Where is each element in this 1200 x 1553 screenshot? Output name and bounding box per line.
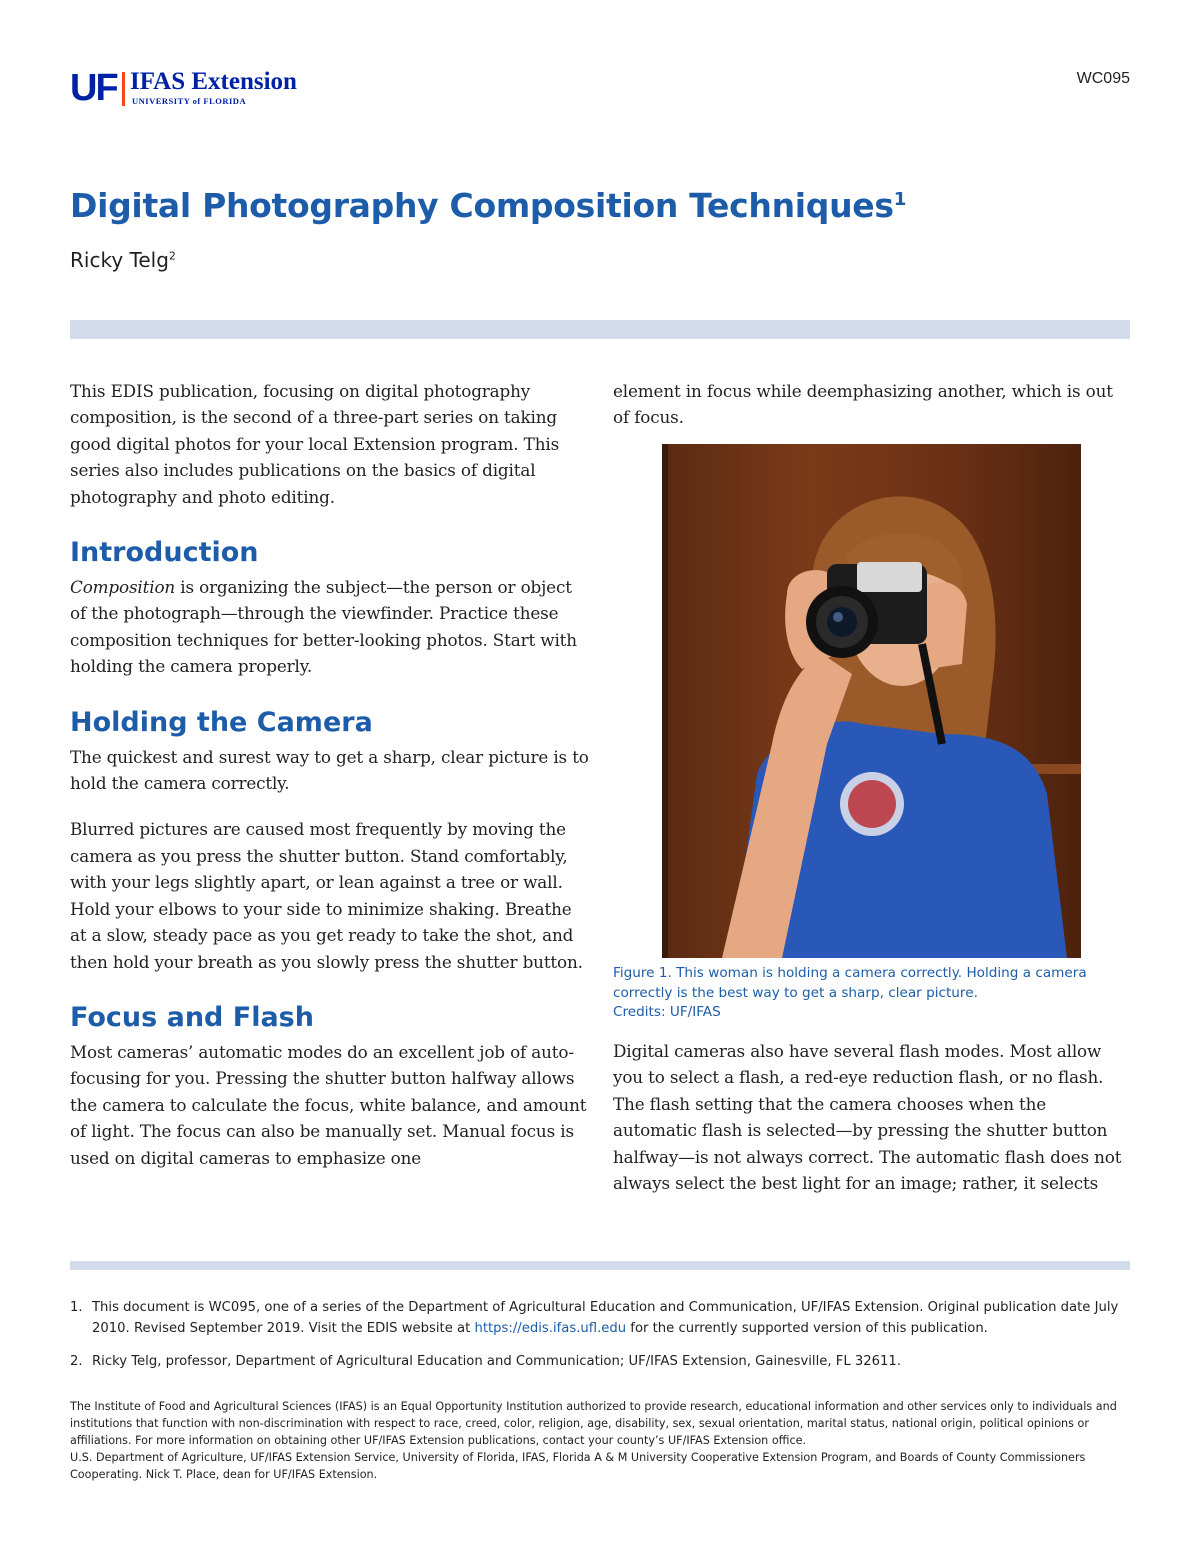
logo-university-text: UNIVERSITY of FLORIDA	[132, 96, 247, 106]
focus-paragraph-continued: element in focus while deemphasizing another, which is out of focus.	[613, 381, 1113, 428]
introduction-paragraph: Composition is organizing the subject—the person or object of the photograph—through the viewfinder. Practice these composition techniques for better-looking photos. Start with holding the camera properly.	[70, 577, 577, 677]
right-column	[613, 378, 1133, 451]
document-id: WC095	[1076, 70, 1130, 87]
disclaimer-paragraph-2: U.S. Department of Agriculture, UF/IFAS Extension Service, University of Florida, IFAS, Florida A & M University Cooperative Extension Program, and Boards of County Commissioners Cooperating. Nick T. Place, dean for UF/IFAS Extension.	[70, 1451, 1086, 1481]
page-title: Digital Photography Composition Techniques$^1$	[70, 186, 907, 225]
logo-ifas-text: IFAS Extension	[130, 68, 297, 95]
uf-logo-mark: UF	[70, 67, 117, 109]
heading-holding-camera: Holding the Camera	[70, 706, 373, 738]
title-footnote-ref[interactable]: 1	[893, 189, 907, 210]
footnote-text: This document is WC095, one of a series of the Department of Agricultural Education and Communication, UF/IFAS Extension. Original publication date July 2010. Revised September 2019. Visit the EDIS website at https://edis.ifas.ufl.edu for the currently supported version of this publication.	[92, 1300, 1119, 1336]
woman-holding-camera-image	[662, 444, 1081, 958]
holding-paragraph-1: The quickest and surest way to get a sharp, clear picture is to hold the camera correctly.	[70, 746, 589, 794]
focus-paragraph-2: Digital cameras also have several flash modes. Most allow you to select a flash, a red-eye reduction flash, or no flash. The flash setting that the camera chooses when the automatic flash is selected—by pressing the shutter button halfway—is not always correct. The automatic flash does not always select the best light for an image; rather, it selects	[613, 1041, 1122, 1194]
footnotes	[70, 1297, 1130, 1384]
footnote-1	[70, 1297, 1130, 1339]
author-name: Ricky Telg$^2$	[70, 248, 176, 272]
figure-1-caption	[613, 964, 1133, 1023]
holding-paragraph-2: Blurred pictures are caused most frequently by moving the camera as you press the shutter button. Stand comfortably, with your legs slightly apart, or lean against a tree or wall. Hold your elbows to your side to minimize shaking. Breathe at a slow, steady pace as you get ready to take the shot, and then hold your breath as you slowly press the shutter button.	[70, 819, 583, 972]
footnote-rule	[70, 1261, 1130, 1270]
heading-focus-flash: Focus and Flash	[70, 1001, 314, 1033]
footnote-number: 2.	[70, 1354, 83, 1369]
edis-website-link[interactable]: https://edis.ifas.ufl.edu	[474, 1321, 627, 1336]
figure-1-photo	[662, 444, 1081, 958]
footnote-number: 1.	[70, 1300, 83, 1315]
left-column	[70, 378, 590, 1191]
caption-text: Figure 1. This woman is holding a camera correctly. Holding a camera correctly is the best way to get a sharp, clear picture.	[613, 965, 1087, 1001]
header-rule	[70, 320, 1130, 339]
footnote-2	[70, 1351, 1130, 1372]
focus-paragraph-1: Most cameras’ automatic modes do an excellent job of auto-focusing for you. Pressing the shutter button halfway allows the camera to calculate the focus, white balance, and amount of light. The focus can also be manually set. Manual focus is used on digital cameras to emphasize one	[70, 1041, 587, 1168]
logo-divider	[122, 72, 125, 106]
disclaimer-paragraph-1: The Institute of Food and Agricultural Sciences (IFAS) is an Equal Opportunity Institution authorized to provide research, educational information and other services only to individuals and institutions that function with non-discrimination with respect to race, creed, color, religion, age, disability, sex, sexual orientation, marital status, national origin, political opinions or affiliations. For more information on obtaining other UF/IFAS Extension publications, contact your county’s UF/IFAS Extension office.	[70, 1400, 1117, 1447]
intro-paragraph: This EDIS publication, focusing on digital photography composition, is the second of a three-part series on taking good digital photos for your local Extension program. This series also includes publications on the basics of digital photography and photo editing.	[70, 381, 560, 507]
ifas-extension-logo[interactable]	[70, 68, 330, 112]
equal-opportunity-disclaimer	[70, 1398, 1130, 1483]
author-footnote-ref[interactable]: 2	[168, 249, 176, 263]
heading-introduction: Introduction	[70, 537, 259, 569]
caption-credits: Credits: UF/IFAS	[613, 1004, 721, 1020]
right-column-lower	[613, 1038, 1133, 1216]
footnote-text: Ricky Telg, professor, Department of Agricultural Education and Communication; UF/IFAS Extension, Gainesville, FL 32611.	[92, 1354, 902, 1369]
